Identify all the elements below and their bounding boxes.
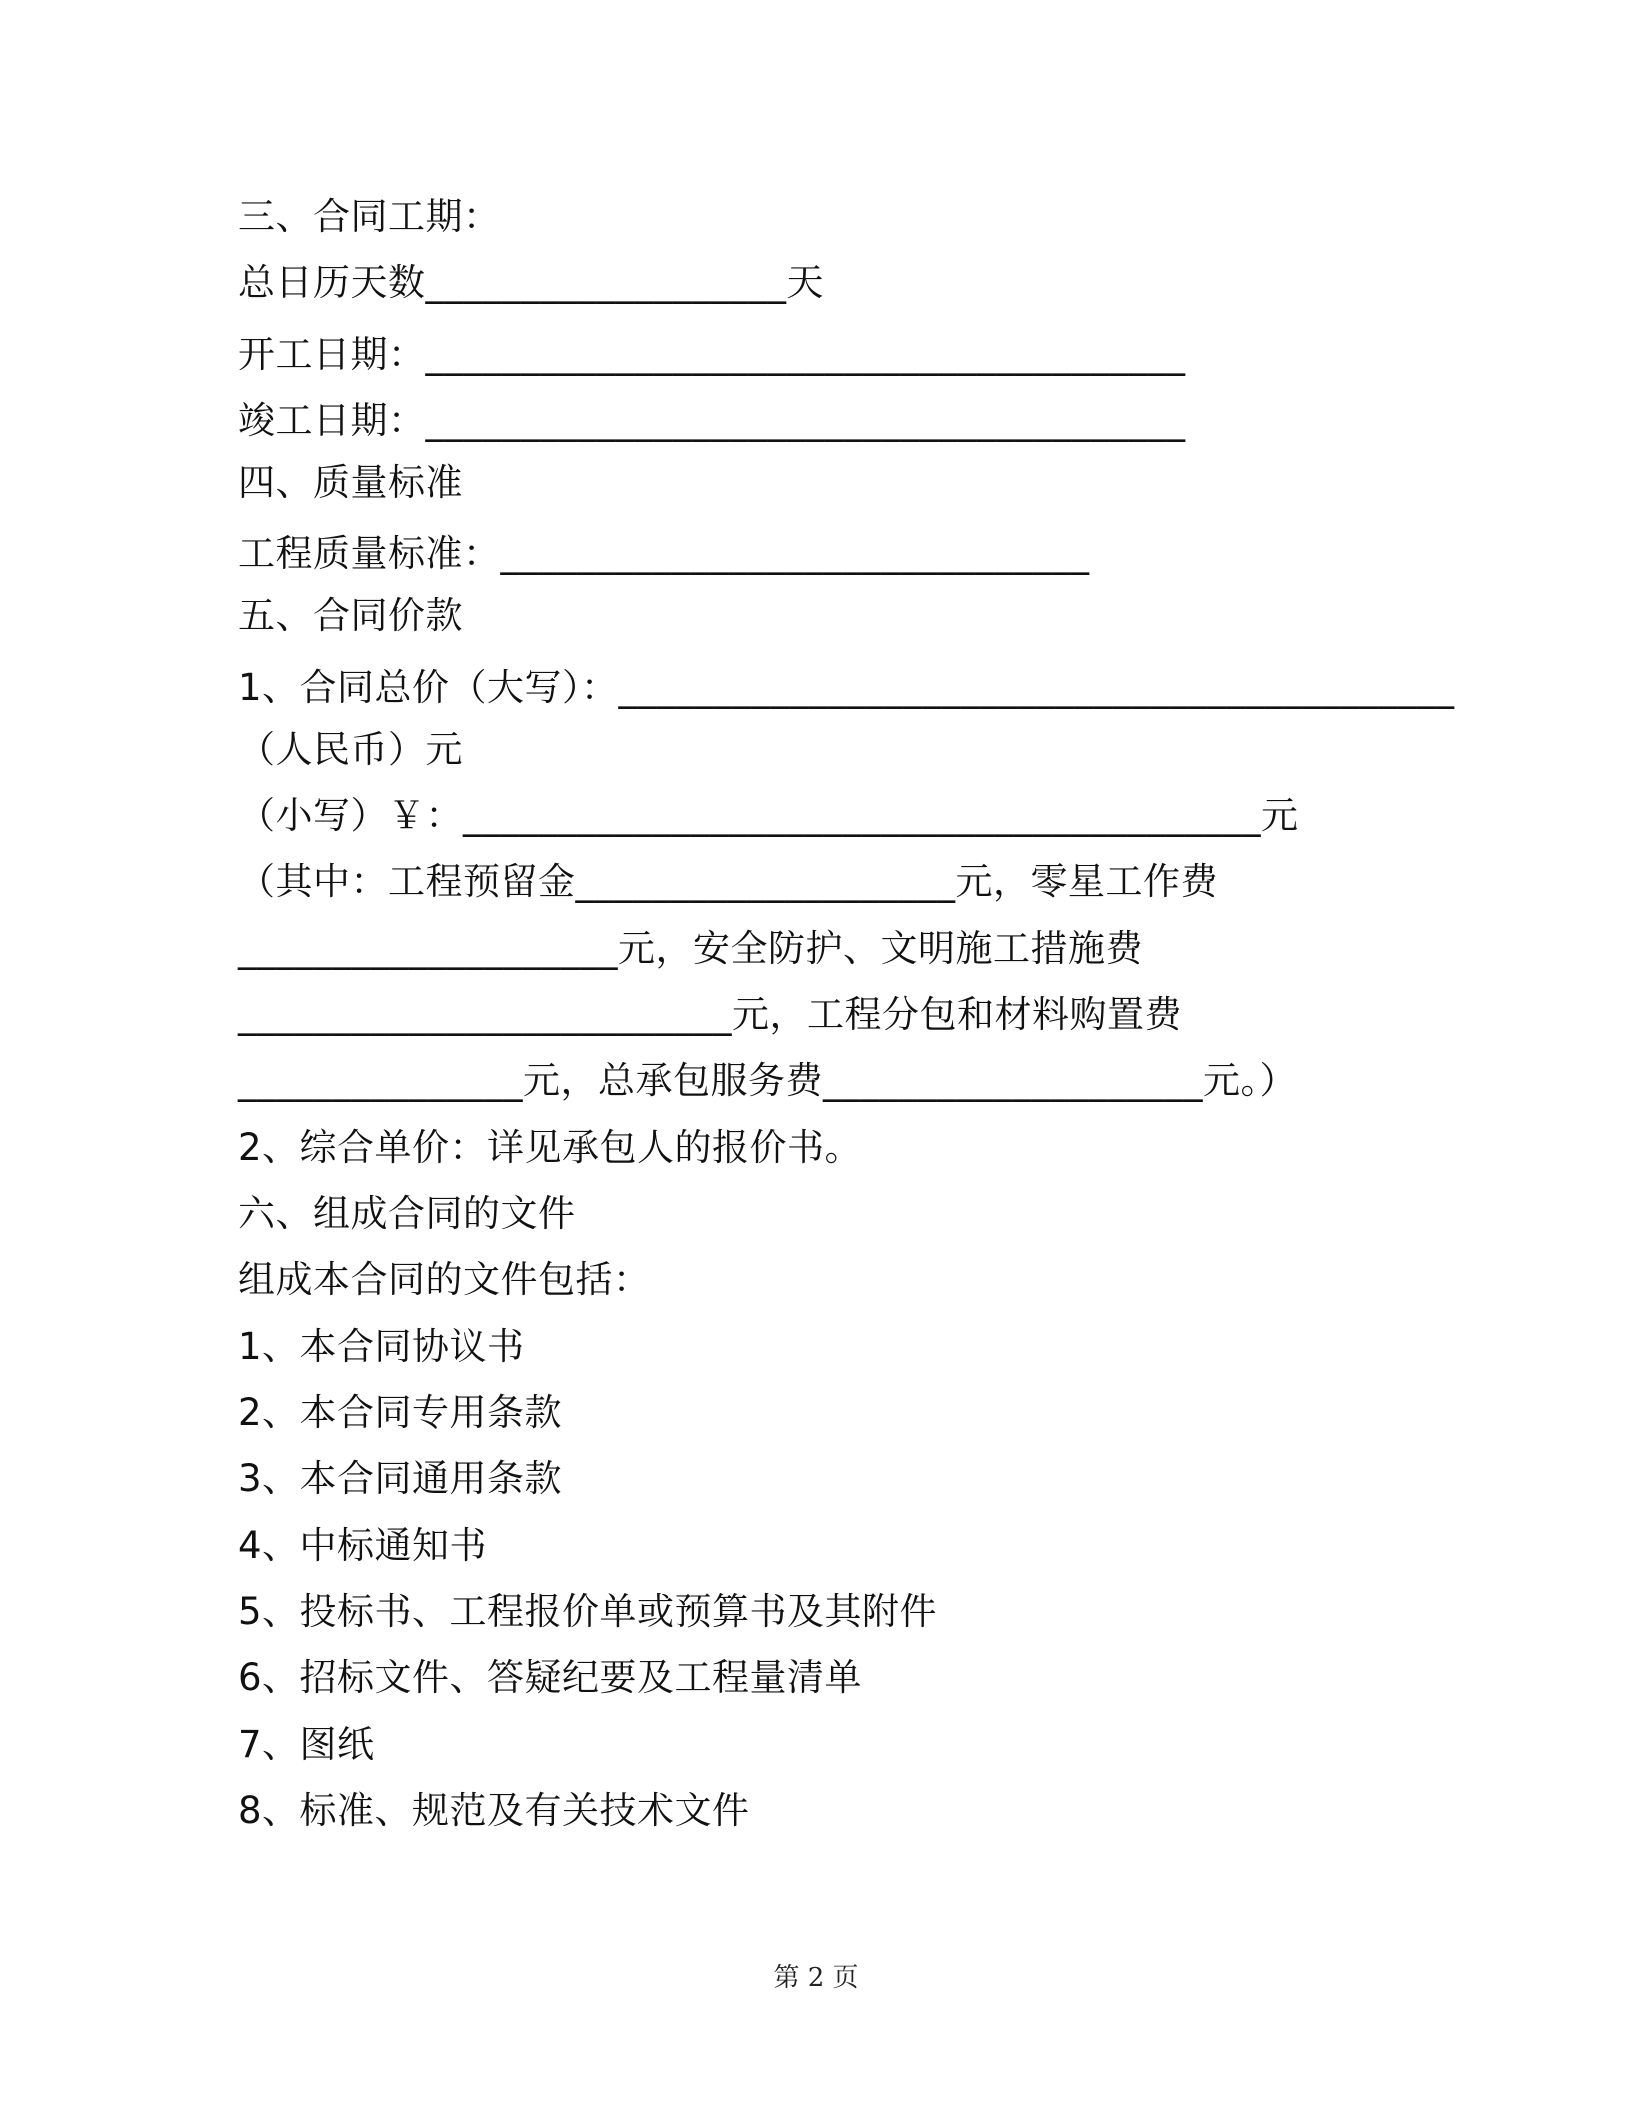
list-item: 1、本合同协议书 xyxy=(238,1325,525,1368)
list-item: 3、本合同通用条款 xyxy=(238,1457,563,1500)
total-price-uppercase-field: 1、合同总价（大写）：____________________________________________ xyxy=(238,666,1455,709)
unit-price-clause: 2、综合单价：详见承包人的报价书。 xyxy=(238,1126,863,1169)
price-breakdown-line-2: ____________________元，安全防护、文明施工措施费 xyxy=(238,927,1143,970)
quality-standard-field: 工程质量标准：_______________________________ xyxy=(238,532,1090,575)
section-heading-contract-price: 五、合同价款 xyxy=(238,594,463,637)
page-number-footer: 第 2 页 xyxy=(773,1963,859,1993)
list-item: 6、招标文件、答疑纪要及工程量清单 xyxy=(238,1656,863,1699)
section-heading-contract-period: 三、合同工期： xyxy=(238,195,501,238)
price-breakdown-line-3: __________________________元，工程分包和材料购置费 xyxy=(238,993,1182,1036)
list-item: 2、本合同专用条款 xyxy=(238,1391,563,1434)
section-heading-contract-documents: 六、组成合同的文件 xyxy=(238,1192,576,1235)
start-date-field: 开工日期：________________________________________ xyxy=(238,333,1186,376)
price-breakdown-line-1: （其中：工程预留金____________________元，零星工作费 xyxy=(238,860,1218,903)
list-item: 7、图纸 xyxy=(238,1723,375,1766)
total-calendar-days-field: 总日历天数___________________天 xyxy=(238,261,824,304)
list-item: 8、标准、规范及有关技术文件 xyxy=(238,1789,750,1832)
list-item: 4、中标通知书 xyxy=(238,1524,488,1567)
section-heading-quality-standard: 四、质量标准 xyxy=(238,461,463,504)
currency-rmb-label: （人民币）元 xyxy=(238,728,463,771)
contract-documents-intro: 组成本合同的文件包括： xyxy=(238,1258,651,1301)
list-item: 5、投标书、工程报价单或预算书及其附件 xyxy=(238,1590,938,1633)
completion-date-field: 竣工日期：________________________________________ xyxy=(238,399,1186,442)
price-breakdown-line-4: _______________元，总承包服务费____________________元。） xyxy=(238,1059,1297,1102)
total-price-lowercase-field: （小写）￥：__________________________________________元 xyxy=(238,794,1299,837)
